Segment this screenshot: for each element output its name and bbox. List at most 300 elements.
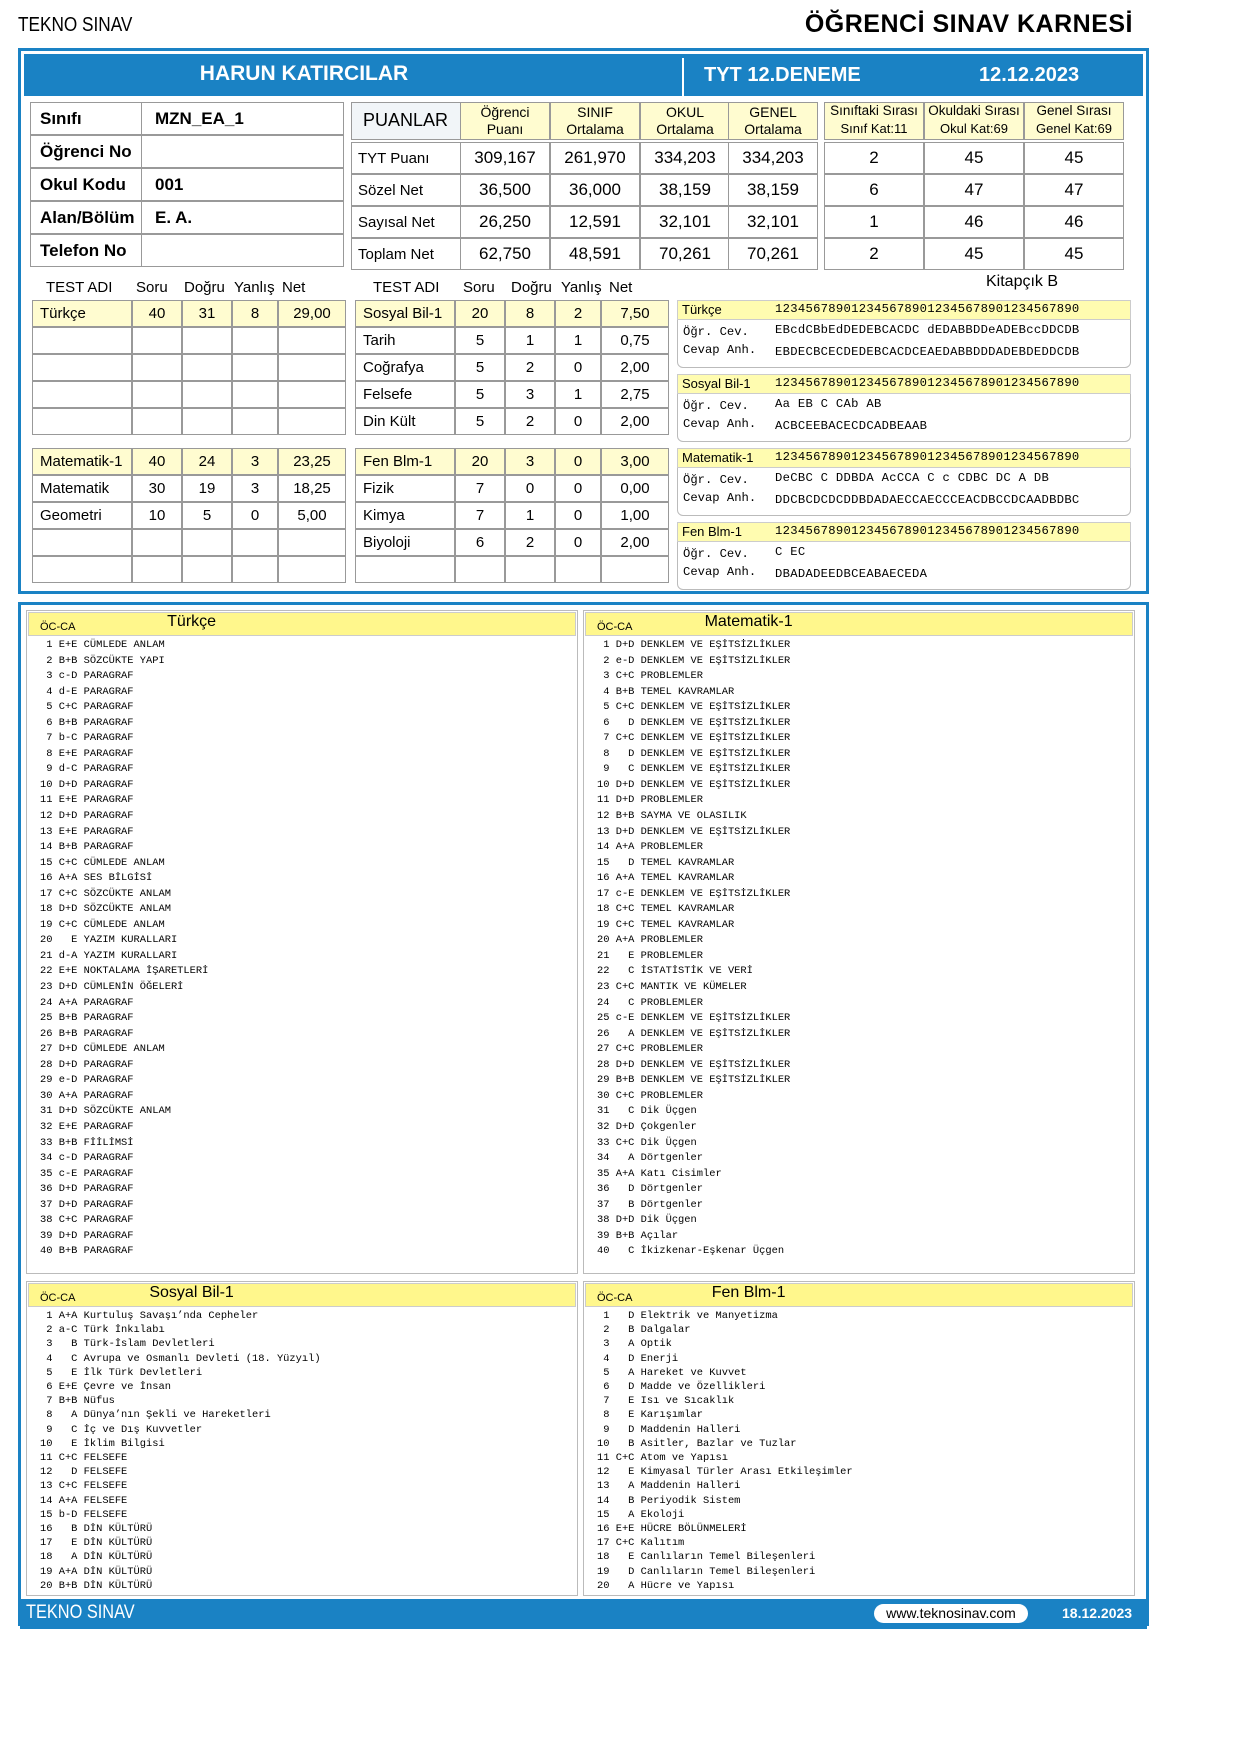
question-row: 32 E+E PARAGRAF: [40, 1120, 134, 1133]
website-link[interactable]: www.teknosinav.com: [874, 1604, 1028, 1623]
test-cell: [555, 556, 601, 583]
question-row: 9 C İç ve Dış Kuvvetler: [40, 1423, 203, 1436]
test-name: Biyoloji: [363, 534, 411, 551]
question-row: 21 d-A YAZIM KURALLARI: [40, 949, 178, 962]
question-row: 1 E+E CÜMLEDE ANLAM: [40, 639, 165, 651]
test-value: 0: [573, 534, 583, 551]
score-value: 38,159: [747, 180, 799, 199]
test-name: Kimya: [363, 507, 405, 524]
test-name: Tarih: [363, 332, 396, 349]
test-value: 3: [250, 480, 260, 497]
question-row: 15 A Ekoloji: [597, 1508, 685, 1521]
answer-key-label: Cevap Anh.: [683, 491, 757, 505]
question-row: 2 a-C Türk İnkılabı: [40, 1324, 165, 1337]
info-value: 001: [155, 175, 184, 194]
test-value: 0,75: [620, 332, 650, 349]
test-cell: [182, 354, 232, 381]
question-row: 4 B+B TEMEL KAVRAMLAR: [597, 685, 735, 698]
test-value: 2: [525, 413, 535, 430]
question-row: 14 B Periyodik Sistem: [597, 1494, 741, 1507]
test-value: 7: [475, 480, 485, 497]
rank-col-title: Genel Sırası: [1036, 103, 1112, 118]
question-row: 19 A+A DİN KÜLTÜRÜ: [40, 1565, 153, 1578]
question-row: 4 d-E PARAGRAF: [40, 685, 134, 698]
question-row: 30 A+A PARAGRAF: [40, 1089, 134, 1102]
question-row: 37 D+D PARAGRAF: [40, 1198, 134, 1211]
test-cell: [32, 529, 132, 556]
test-value: 40: [148, 305, 166, 322]
question-row: 5 C+C DENKLEM VE EŞİTSİZLİKLER: [597, 701, 791, 714]
test-name: Fizik: [363, 480, 394, 497]
question-row: 24 C PROBLEMLER: [597, 996, 704, 1009]
student-name: HARUN KATIRCILAR: [199, 62, 409, 85]
test-name: Türkçe: [40, 305, 86, 322]
test-value: 0,00: [620, 480, 650, 497]
test-col-header: TEST ADI: [373, 279, 440, 296]
question-row: 20 B+B DİN KÜLTÜRÜ: [40, 1579, 153, 1592]
question-row: 18 D+D SÖZCÜKTE ANLAM: [40, 903, 171, 916]
test-cell: [132, 327, 182, 354]
question-row: 29 e-D PARAGRAF: [40, 1074, 134, 1087]
info-label: Alan/Bölüm: [40, 208, 135, 227]
score-col-title: Öğrenci: [480, 104, 530, 120]
test-col-header: Yanlış: [234, 279, 275, 296]
score-label: Sayısal Net: [358, 214, 435, 231]
question-row: 17 C+C SÖZCÜKTE ANLAM: [40, 887, 171, 900]
student-answers-label: Öğr. Cev.: [683, 399, 749, 413]
test-value: 3: [525, 386, 535, 403]
rank-value: 2: [869, 148, 879, 167]
test-cell: [232, 327, 278, 354]
test-value: 2,75: [620, 386, 650, 403]
score-value: 70,261: [747, 244, 799, 263]
header-bar: [24, 54, 1143, 96]
question-row: 1 A+A Kurtuluş Savaşı’nda Cepheler: [40, 1310, 259, 1322]
test-cell: [182, 556, 232, 583]
question-row: 19 C+C CÜMLEDE ANLAM: [40, 918, 165, 931]
question-row: 13 A Maddenin Halleri: [597, 1480, 741, 1493]
question-row: 2 B+B SÖZCÜKTE YAPI: [40, 654, 165, 667]
test-value: 0: [525, 480, 535, 497]
test-value: 6: [475, 534, 485, 551]
question-row: 28 D+D DENKLEM VE EŞİTSİZLİKLER: [597, 1058, 791, 1071]
test-cell: [278, 529, 346, 556]
question-row: 39 D+D PARAGRAF: [40, 1229, 134, 1242]
test-cell: [278, 408, 346, 435]
test-col-header: Doğru: [511, 279, 552, 296]
question-row: 39 B+B Açılar: [597, 1229, 679, 1242]
test-value: 8: [525, 305, 535, 322]
question-row: 19 D Canlıların Temel Bileşenleri: [597, 1565, 816, 1578]
rank-value: 45: [1064, 148, 1084, 167]
question-row: 2 B Dalgalar: [597, 1324, 691, 1337]
score-value: 334,203: [654, 148, 716, 167]
score-value: 32,101: [747, 212, 799, 231]
score-value: 38,159: [659, 180, 711, 199]
score-col-sub: Ortalama: [744, 121, 802, 137]
rank-col-title: Okuldaki Sırası: [928, 103, 1020, 118]
rank-col-sub: Okul Kat:69: [940, 121, 1008, 136]
question-row: 9 D Maddenin Halleri: [597, 1423, 741, 1436]
test-value: 18,25: [293, 480, 331, 497]
question-row: 15 b-D FELSEFE: [40, 1508, 128, 1521]
score-value: 62,750: [479, 244, 531, 263]
question-row: 25 B+B PARAGRAF: [40, 1012, 134, 1025]
answer-key: EBDECBCECDEDEBCACDCEAEDABBDDDADEBDEDDCDB: [775, 345, 1080, 359]
score-value: 12,591: [569, 212, 621, 231]
question-row: 6 B+B PARAGRAF: [40, 716, 134, 729]
question-row: 6 D Madde ve Özellikleri: [597, 1381, 766, 1394]
score-value: 70,261: [659, 244, 711, 263]
question-row: 16 B DİN KÜLTÜRÜ: [40, 1523, 153, 1536]
question-list: [585, 638, 1133, 1260]
question-row: 8 E Karışımlar: [597, 1409, 704, 1422]
exam-date: 12.12.2023: [979, 64, 1080, 86]
test-cell: [32, 327, 132, 354]
test-value: 3: [525, 453, 535, 470]
answer-numbers: 1234567890123456789012345678901234567890: [775, 450, 1080, 464]
test-value: 5,00: [297, 507, 327, 524]
question-row: 3 A Optik: [597, 1338, 672, 1351]
question-row: 33 B+B FİİLİMSİ: [40, 1136, 134, 1149]
question-row: 3 B Türk-İslam Devletleri: [40, 1338, 215, 1351]
question-row: 33 C+C Dik Üçgen: [597, 1136, 697, 1149]
test-value: 19: [198, 480, 216, 497]
rank-value: 45: [964, 244, 984, 263]
question-row: 22 E+E NOKTALAMA İŞARETLERİ: [40, 965, 209, 978]
question-row: 7 C+C DENKLEM VE EŞİTSİZLİKLER: [597, 732, 791, 745]
question-row: 34 c-D PARAGRAF: [40, 1152, 134, 1165]
question-row: 18 A DİN KÜLTÜRÜ: [40, 1551, 153, 1564]
panel-title: Fen Blm-1: [711, 1284, 786, 1301]
answer-numbers: 1234567890123456789012345678901234567890: [775, 524, 1080, 538]
student-answers-label: Öğr. Cev.: [683, 473, 749, 487]
question-row: 18 E Canlıların Temel Bileşenleri: [597, 1551, 816, 1564]
test-value: 1,00: [620, 507, 650, 524]
question-row: 9 C DENKLEM VE EŞİTSİZLİKLER: [597, 763, 791, 776]
test-name: Sosyal Bil-1: [363, 305, 443, 322]
answer-key-label: Cevap Anh.: [683, 343, 757, 357]
test-value: 0: [573, 507, 583, 524]
panel-occa-label: ÖC-CA: [597, 1292, 633, 1304]
test-name: Geometri: [40, 507, 102, 524]
question-row: 12 B+B SAYMA VE OLASILIK: [597, 810, 747, 823]
question-row: 20 A+A PROBLEMLER: [597, 934, 704, 947]
test-name: Matematik-1: [40, 453, 123, 470]
test-value: 2: [525, 359, 535, 376]
question-row: 16 E+E HÜCRE BÖLÜNMELERİ: [597, 1523, 747, 1536]
test-cell: [232, 529, 278, 556]
question-row: 28 D+D PARAGRAF: [40, 1058, 134, 1071]
test-value: 0: [573, 359, 583, 376]
test-name: Matematik: [40, 480, 110, 497]
test-value: 0: [250, 507, 260, 524]
test-cell: [232, 381, 278, 408]
question-list: [28, 638, 576, 1260]
question-row: 10 D+D PARAGRAF: [40, 778, 134, 791]
score-value: 26,250: [479, 212, 531, 231]
test-value: 1: [573, 386, 583, 403]
question-row: 35 c-E PARAGRAF: [40, 1167, 134, 1180]
test-cell: [132, 354, 182, 381]
student-answers: EBcdCBbEdDEDEBCACDC dEDABBDDeADEBccDDCDB: [775, 323, 1080, 337]
test-cell: [32, 354, 132, 381]
question-row: 24 A+A PARAGRAF: [40, 996, 134, 1009]
footer-bar: [20, 1599, 1147, 1629]
question-row: 15 D TEMEL KAVRAMLAR: [597, 856, 735, 869]
test-value: 5: [475, 359, 485, 376]
question-row: 14 A+A FELSEFE: [40, 1494, 128, 1507]
question-row: 8 D DENKLEM VE EŞİTSİZLİKLER: [597, 747, 791, 760]
answer-key: ACBCEEBACECDCADBEAAB: [775, 419, 928, 433]
test-value: 29,00: [293, 305, 331, 322]
question-row: 27 D+D CÜMLEDE ANLAM: [40, 1043, 165, 1056]
question-row: 1 D+D DENKLEM VE EŞİTSİZLİKLER: [597, 639, 791, 651]
test-value: 5: [475, 386, 485, 403]
test-cell: [182, 408, 232, 435]
question-row: 12 D FELSEFE: [40, 1466, 128, 1479]
question-row: 31 D+D SÖZCÜKTE ANLAM: [40, 1105, 171, 1118]
info-value: E. A.: [155, 208, 193, 227]
question-row: 4 C Avrupa ve Osmanlı Devleti (18. Yüzyıl): [40, 1352, 321, 1365]
student-answers: DeCBC C DDBDA AcCCA C c CDBC DC A DB: [775, 471, 1050, 485]
rank-value: 46: [964, 212, 984, 231]
question-row: 34 A Dörtgenler: [597, 1152, 704, 1165]
test-value: 1: [573, 332, 583, 349]
test-value: 2,00: [620, 413, 650, 430]
question-row: 4 D Enerji: [597, 1352, 679, 1365]
score-col-title: SINIF: [577, 104, 613, 120]
test-col-header: Net: [282, 279, 306, 296]
test-value: 1: [525, 507, 535, 524]
test-name: Fen Blm-1: [363, 453, 433, 470]
test-value: 1: [525, 332, 535, 349]
test-cell: [278, 556, 346, 583]
exam-name: TYT 12.DENEME: [704, 64, 861, 86]
question-row: 5 E İlk Türk Devletleri: [40, 1366, 203, 1379]
test-cell: [455, 556, 505, 583]
question-row: 5 C+C PARAGRAF: [40, 701, 134, 714]
question-row: 16 A+A TEMEL KAVRAMLAR: [597, 872, 735, 885]
question-row: 36 D Dörtgenler: [597, 1183, 704, 1196]
info-label: Sınıfı: [40, 109, 82, 128]
test-cell: [278, 354, 346, 381]
question-row: 26 B+B PARAGRAF: [40, 1027, 134, 1040]
test-cell: [32, 556, 132, 583]
test-value: 20: [471, 453, 489, 470]
student-answers-label: Öğr. Cev.: [683, 325, 749, 339]
test-name: Felsefe: [363, 386, 413, 403]
test-value: 2,00: [620, 359, 650, 376]
score-value: 32,101: [659, 212, 711, 231]
test-name: Coğrafya: [363, 359, 424, 376]
test-value: 5: [475, 413, 485, 430]
test-cell: [182, 381, 232, 408]
score-label: Sözel Net: [358, 182, 424, 199]
test-value: 0: [573, 413, 583, 430]
answer-test-name: Türkçe: [682, 302, 722, 317]
question-row: 22 C İSTATİSTİK VE VERİ: [597, 965, 753, 978]
test-value: 3,00: [620, 453, 650, 470]
test-cell: [132, 556, 182, 583]
question-list: [28, 1309, 576, 1593]
header-divider: [682, 58, 684, 96]
rank-value: 47: [1064, 180, 1084, 199]
question-row: 10 E İklim Bilgisi: [40, 1437, 165, 1450]
question-row: 8 E+E PARAGRAF: [40, 747, 134, 760]
brand-top: TEKNO SINAV: [18, 14, 133, 36]
answer-key-label: Cevap Anh.: [683, 417, 757, 431]
info-label: Okul Kodu: [40, 175, 126, 194]
question-row: 26 A DENKLEM VE EŞİTSİZLİKLER: [597, 1027, 791, 1040]
test-cell: [232, 408, 278, 435]
question-row: 7 B+B Nüfus: [40, 1395, 115, 1408]
rank-col-title: Sınıftaki Sırası: [830, 103, 918, 118]
rank-value: 46: [1064, 212, 1084, 231]
question-row: 10 D+D DENKLEM VE EŞİTSİZLİKLER: [597, 778, 791, 791]
question-row: 36 D+D PARAGRAF: [40, 1183, 134, 1196]
test-value: 20: [471, 305, 489, 322]
question-row: 23 D+D CÜMLENİN ÖĞELERİ: [40, 981, 184, 994]
question-row: 11 C+C FELSEFE: [40, 1452, 128, 1465]
answer-numbers: 1234567890123456789012345678901234567890: [775, 376, 1080, 390]
question-row: 14 A+A PROBLEMLER: [597, 841, 704, 854]
test-name: Din Kült: [363, 413, 416, 430]
test-value: 10: [148, 507, 166, 524]
question-row: 37 B Dörtgenler: [597, 1198, 704, 1211]
rank-value: 45: [964, 148, 984, 167]
test-value: 3: [250, 453, 260, 470]
answer-test-name: Sosyal Bil-1: [682, 376, 751, 391]
panel-title: Türkçe: [167, 613, 217, 630]
info-label: Öğrenci No: [40, 142, 132, 161]
question-row: 23 C+C MANTIK VE KÜMELER: [597, 981, 747, 994]
test-col-header: Soru: [136, 279, 168, 296]
panel-occa-label: ÖC-CA: [40, 1292, 76, 1304]
rank-value: 45: [1064, 244, 1084, 263]
question-row: 20 A Hücre ve Yapısı: [597, 1579, 735, 1592]
question-row: 17 C+C Kalıtım: [597, 1537, 685, 1550]
footer-brand: TEKNO SINAV: [26, 1602, 135, 1623]
info-value: MZN_EA_1: [155, 109, 244, 128]
booklet-type: Kitapçık B: [986, 273, 1059, 290]
answer-test-name: Matematik-1: [682, 450, 754, 465]
rank-value: 6: [869, 180, 879, 199]
question-row: 9 d-C PARAGRAF: [40, 763, 134, 776]
question-row: 17 c-E DENKLEM VE EŞİTSİZLİKLER: [597, 887, 791, 900]
test-value: 0: [573, 480, 583, 497]
test-cell: [132, 529, 182, 556]
score-value: 36,000: [569, 180, 621, 199]
test-value: 8: [250, 305, 260, 322]
question-row: 13 C+C FELSEFE: [40, 1480, 128, 1493]
question-row: 7 b-C PARAGRAF: [40, 732, 134, 745]
test-value: 7: [475, 507, 485, 524]
question-row: 27 C+C PROBLEMLER: [597, 1043, 704, 1056]
question-row: 38 D+D Dik Üçgen: [597, 1214, 697, 1227]
question-row: 12 E Kimyasal Türler Arası Etkileşimler: [597, 1466, 853, 1479]
answer-key: DDCBCDCDCDDBDADAECCAECCCEACDBCCDCAADBDBC: [775, 493, 1080, 507]
test-value: 7,50: [620, 305, 650, 322]
question-row: 13 E+E PARAGRAF: [40, 825, 134, 838]
score-value: 48,591: [569, 244, 621, 263]
test-cell: [505, 556, 555, 583]
score-value: 309,167: [474, 148, 536, 167]
rank-col-sub: Sınıf Kat:11: [840, 121, 908, 136]
rank-col-sub: Genel Kat:69: [1036, 121, 1112, 136]
student-answers-label: Öğr. Cev.: [683, 547, 749, 561]
panel-title: Sosyal Bil-1: [149, 1284, 234, 1301]
test-col-header: TEST ADI: [46, 279, 113, 296]
answer-key-label: Cevap Anh.: [683, 565, 757, 579]
question-row: 18 C+C TEMEL KAVRAMLAR: [597, 903, 735, 916]
question-row: 40 B+B PARAGRAF: [40, 1245, 134, 1258]
score-col-title: GENEL: [749, 104, 797, 120]
question-row: 29 B+B DENKLEM VE EŞİTSİZLİKLER: [597, 1074, 791, 1087]
test-value: 2: [573, 305, 583, 322]
question-row: 11 C+C Atom ve Yapısı: [597, 1452, 728, 1465]
question-row: 12 D+D PARAGRAF: [40, 810, 134, 823]
document-title: ÖĞRENCİ SINAV KARNESİ: [804, 10, 1133, 38]
test-cell: [355, 556, 455, 583]
question-row: 40 C İkizkenar-Eşkenar Üçgen: [597, 1245, 785, 1258]
test-value: 30: [148, 480, 166, 497]
test-value: 5: [475, 332, 485, 349]
test-value: 24: [198, 453, 216, 470]
question-row: 32 D+D Çokgenler: [597, 1120, 697, 1133]
question-row: 6 D DENKLEM VE EŞİTSİZLİKLER: [597, 716, 791, 729]
question-row: 3 c-D PARAGRAF: [40, 670, 134, 683]
question-row: 38 C+C PARAGRAF: [40, 1214, 134, 1227]
test-cell: [132, 408, 182, 435]
answer-key: DBADADEEDBCEABAECEDA: [775, 567, 928, 581]
question-row: 5 A Hareket ve Kuvvet: [597, 1366, 747, 1379]
test-cell: [232, 556, 278, 583]
student-answers: C EC: [775, 545, 806, 559]
score-label: TYT Puanı: [358, 150, 430, 167]
panel-occa-label: ÖC-CA: [40, 621, 76, 633]
test-value: 0: [573, 453, 583, 470]
question-row: 2 e-D DENKLEM VE EŞİTSİZLİKLER: [597, 654, 791, 667]
test-cell: [278, 327, 346, 354]
panel-occa-label: ÖC-CA: [597, 621, 633, 633]
rank-value: 2: [869, 244, 879, 263]
test-col-header: Net: [609, 279, 633, 296]
question-row: 35 A+A Katı Cisimler: [597, 1167, 722, 1180]
score-value: 36,500: [479, 180, 531, 199]
question-row: 7 E Isı ve Sıcaklık: [597, 1395, 735, 1408]
question-row: 11 D+D PROBLEMLER: [597, 794, 704, 807]
score-col-sub: Puanı: [486, 121, 524, 137]
test-cell: [182, 529, 232, 556]
score-label: Toplam Net: [358, 246, 434, 263]
question-row: 20 E YAZIM KURALLARI: [40, 934, 178, 947]
score-col-sub: Ortalama: [566, 121, 624, 137]
question-row: 19 C+C TEMEL KAVRAMLAR: [597, 918, 735, 931]
test-value: 31: [198, 305, 216, 322]
test-col-header: Yanlış: [561, 279, 602, 296]
question-row: 10 B Asitler, Bazlar ve Tuzlar: [597, 1437, 797, 1450]
test-cell: [32, 381, 132, 408]
print-date: 18.12.2023: [1062, 1605, 1133, 1621]
score-value: 334,203: [742, 148, 804, 167]
test-value: 2: [525, 534, 535, 551]
score-col-title: OKUL: [665, 104, 705, 120]
question-row: 6 E+E Çevre ve İnsan: [40, 1381, 171, 1394]
question-row: 1 D Elektrik ve Manyetizma: [597, 1310, 778, 1322]
test-cell: [132, 381, 182, 408]
student-answers: Aa EB C CAb AB: [775, 397, 882, 411]
